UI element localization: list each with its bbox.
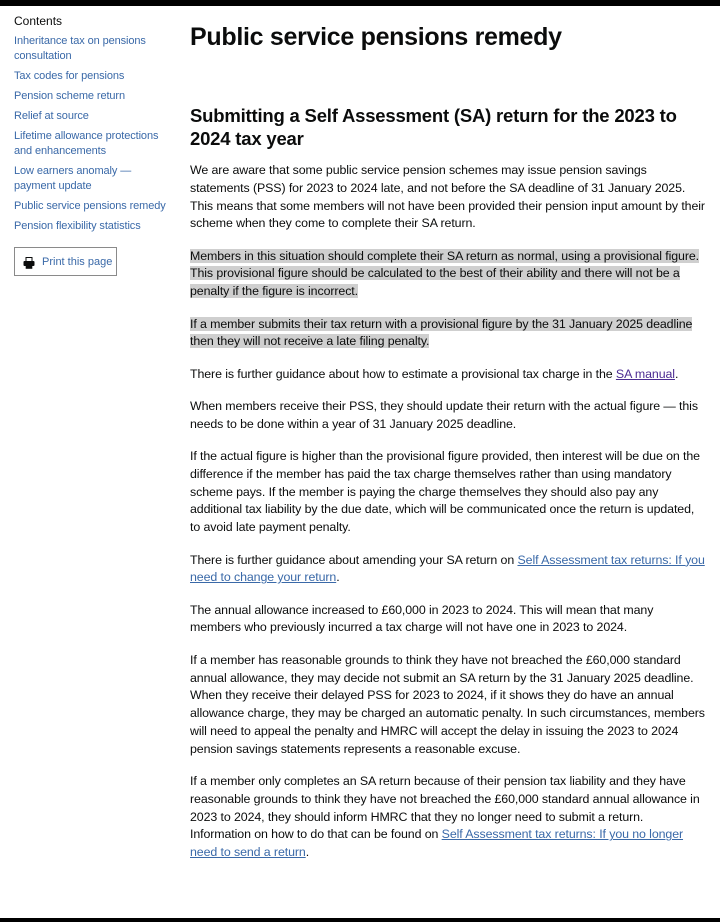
sidebar-contents [14,14,174,276]
printer-icon [23,256,35,268]
no-longer-need-to-send-return-link[interactable]: Self Assessment tax returns: If you no longer need to send a return [190,827,684,860]
bottom-edge-bar [0,918,720,922]
highlighted-text: If a member submits their tax return with a provisional figure by the 31 January 2025 deadline then they will not receive a late filing penalty. [190,316,693,349]
sidebar-item-public-service-pensions-remedy[interactable]: Public service pensions remedy [14,200,166,212]
paragraph-interest-due: If the actual figure is higher than the provisional figure provided, then interest will be due on the difference if the member has paid the tax charge themselves rather than using mandatory scheme pays. If the member is paying the charge themselves they should also pay any additional tax liability by the due date, which will be communicated once the return is updated, to avoid late payment penalty. [190,449,700,535]
paragraph-inform-hmrc [190,773,705,862]
change-your-return-link[interactable]: Self Assessment tax returns: If you need to change your return [190,552,705,585]
section-heading-submitting-sa-return: Submitting a Self Assessment (SA) return for the 2023 to 2024 tax year [190,105,677,149]
page-title: Public service pensions remedy [190,23,562,51]
paragraph-reasonable-grounds: If a member has reasonable grounds to think they have not breached the £60,000 standard annual allowance, they may decide not submit an SA return by the 31 January 2025 deadline. When they receive their delayed PSS for 2023 to 2024, if it shows they do have an annual allowance charge, they may be charged an automatic penalty. In such circumstances, members will need to appeal the penalty and HMRC will accept the delay in issuing the 2023 to 2024 pension savings statements represents a reasonable excuse. [190,652,705,756]
sa-manual-link[interactable]: SA manual [615,366,675,381]
print-page-label: Print this page [42,255,113,268]
contents-list [14,34,174,234]
main-content [190,20,705,877]
print-page-button[interactable] [14,247,117,276]
paragraph-pss-late: We are aware that some public service pension schemes may issue pension savings statements (PSS) for 2023 to 2024 late, and not before the SA deadline of 31 January 2025. This means that some members will not have been provided their pension input amount by their scheme when they come to complete their SA return. [190,163,705,231]
paragraph-text: If a member only completes an SA return because of their pension tax liability and they have reasonable grounds to think they have not breached the £60,000 standard annual allowance in 2023 to 2024, they should inform HMRC that they no longer need to submit a return. Information on how to do that can be found on [190,774,700,842]
paragraph-amending-guidance [190,552,705,588]
paragraph-no-late-filing-penalty [190,316,705,352]
paragraph-text: There is further guidance about amending your SA return on [190,552,518,567]
sidebar-item-tax-codes[interactable]: Tax codes for pensions [14,70,125,82]
sidebar-item-pension-flexibility-statistics[interactable]: Pension flexibility statistics [14,220,141,232]
paragraph-text: . [674,366,679,381]
paragraph-update-return: When members receive their PSS, they should update their return with the actual figure — this needs to be done within a year of 31 January 2025 deadline. [190,398,698,431]
paragraph-text: There is further guidance about how to estimate a provisional tax charge in the [190,366,616,381]
top-edge-bar [0,0,720,6]
paragraph-provisional-figure [190,248,705,301]
paragraph-estimate-guidance [190,366,705,384]
paragraph-text: . [336,570,340,585]
paragraph-annual-allowance: The annual allowance increased to £60,000 in 2023 to 2024. This will mean that many members who previously incurred a tax charge will not have one in 2023 to 2024. [190,602,654,635]
sidebar-item-low-earners-anomaly[interactable]: Low earners anomaly — payment update [14,165,132,192]
sidebar-item-lifetime-allowance[interactable]: Lifetime allowance protections and enhancements [14,130,159,157]
contents-heading: Contents [14,14,63,28]
sidebar-item-inheritance-tax[interactable]: Inheritance tax on pensions consultation [14,35,146,62]
sidebar-item-relief-at-source[interactable]: Relief at source [14,110,89,122]
highlighted-text: Members in this situation should complete their SA return as normal, using a provisional figure. This provisional figure should be calculated to the best of their ability and there will not be a penalty if the figure is incorrect. [190,248,699,299]
paragraph-text: . [305,845,310,860]
sidebar-item-pension-scheme-return[interactable]: Pension scheme return [14,90,126,102]
